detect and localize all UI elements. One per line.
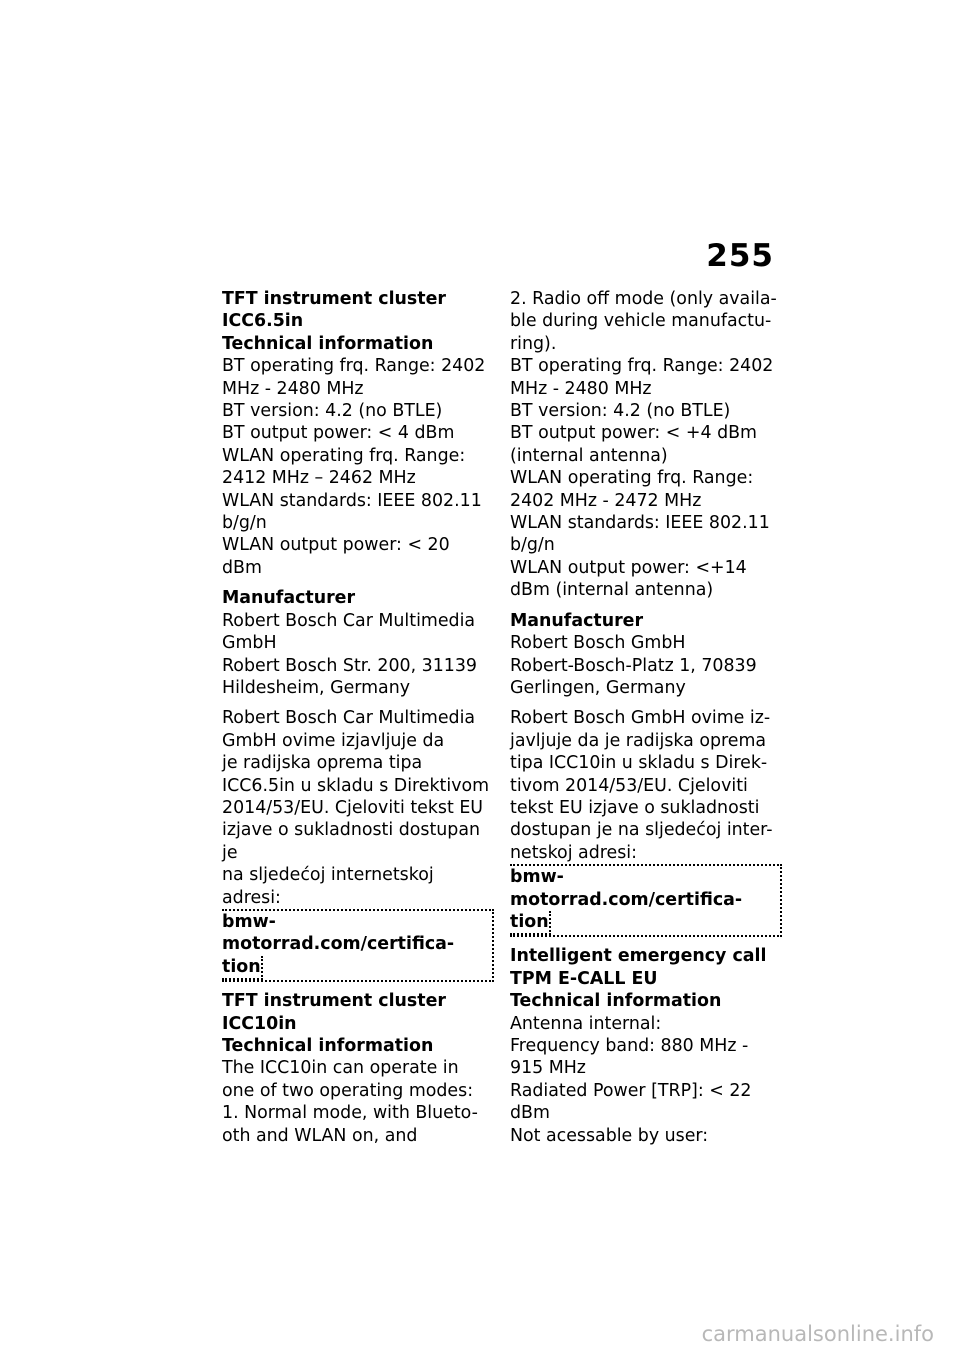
text-line: BT version: 4.2 (no BTLE)	[222, 401, 443, 422]
text-line: MHz - 2480 MHz	[510, 378, 652, 399]
text-line: netskoj adresi:	[510, 842, 637, 863]
text-line: javljuje da je radijska oprema	[510, 730, 767, 751]
text-line: BT version: 4.2 (no BTLE)	[510, 401, 731, 422]
text-line: GmbH	[222, 633, 277, 654]
text-line: BT operating frq. Range: 2402	[222, 356, 486, 377]
certification-link-line1[interactable]: bmw-motorrad.com/certifica-	[222, 911, 455, 955]
text-line: WLAN standards: IEEE 802.11	[510, 513, 770, 534]
right-column	[510, 288, 782, 1147]
text-line: Robert Bosch Car Multimedia	[222, 610, 476, 631]
certification-link-line2[interactable]: tion	[222, 956, 263, 980]
section-subheading: Technical information	[510, 991, 722, 1012]
manufacturer-block	[222, 587, 494, 699]
text-line: 2. Radio off mode (only availa-	[510, 289, 777, 309]
section-heading: TPM E-CALL EU	[510, 968, 658, 989]
declaration-block	[222, 707, 494, 982]
declaration-block	[510, 707, 782, 937]
text-line: BT operating frq. Range: 2402	[510, 356, 774, 377]
text-line: dBm	[222, 557, 262, 578]
text-line: 2014/53/EU. Cjeloviti tekst EU	[222, 797, 484, 818]
text-line: Hildesheim, Germany	[222, 677, 411, 698]
text-line: je radijska oprema tipa	[222, 753, 423, 774]
section-heading: ICC6.5in	[222, 311, 304, 332]
certification-link[interactable]	[510, 864, 782, 937]
text-line: Robert Bosch Car Multimedia	[222, 708, 476, 729]
left-column	[222, 288, 494, 1147]
text-line: The ICC10in can operate in	[222, 1058, 459, 1079]
text-line: izjave o sukladnosti dostupan je	[222, 820, 481, 863]
text-line: Radiated Power [TRP]: < 22	[510, 1080, 752, 1101]
text-line: b/g/n	[222, 513, 267, 534]
section-icc65	[222, 288, 494, 579]
text-line: dBm	[510, 1103, 550, 1124]
section-subheading: Technical information	[222, 1036, 434, 1056]
text-line: WLAN standards: IEEE 802.11	[222, 490, 482, 511]
section-icc10	[222, 990, 494, 1147]
text-line: MHz - 2480 MHz	[222, 378, 364, 399]
manufacturer-block	[510, 610, 782, 700]
text-line: ring).	[510, 333, 557, 354]
text-line: Robert-Bosch-Platz 1, 70839	[510, 655, 757, 676]
text-line: Antenna internal:	[510, 1013, 662, 1034]
text-line: BT output power: < 4 dBm	[222, 423, 455, 444]
text-line: na sljedećoj internetskoj adresi:	[222, 865, 434, 908]
watermark: carmanualsonline.info	[701, 1322, 934, 1346]
certification-link[interactable]	[222, 909, 494, 982]
text-line: one of two operating modes:	[222, 1080, 474, 1101]
section-heading: Intelligent emergency call	[510, 946, 767, 967]
manufacturer-heading: Manufacturer	[222, 588, 356, 609]
section-heading: TFT instrument cluster	[222, 289, 446, 309]
text-line: tivom 2014/53/EU. Cjeloviti	[510, 775, 748, 796]
continuation-block	[510, 288, 782, 602]
text-line: 915 MHz	[510, 1058, 586, 1079]
text-line: b/g/n	[510, 535, 555, 556]
text-line: GmbH ovime izjavljuje da	[222, 730, 445, 751]
manufacturer-heading: Manufacturer	[510, 610, 644, 631]
text-line: Robert Bosch GmbH ovime iz-	[510, 708, 771, 729]
text-line: oth and WLAN on, and	[222, 1125, 418, 1146]
text-line: BT output power: < +4 dBm	[510, 423, 757, 444]
text-line: ICC6.5in u skladu s Direktivom	[222, 775, 490, 796]
page-number: 255	[706, 238, 774, 274]
text-line: WLAN output power: < 20	[222, 535, 450, 556]
text-line: ble during vehicle manufactu-	[510, 311, 772, 332]
certification-link-line2[interactable]: tion	[510, 911, 551, 935]
text-line: Not acessable by user:	[510, 1125, 709, 1146]
section-heading: TFT instrument cluster	[222, 991, 446, 1012]
text-line: Frequency band: 880 MHz -	[510, 1036, 749, 1056]
text-line: WLAN output power: <+14	[510, 557, 747, 578]
text-line: tipa ICC10in u skladu s Direk-	[510, 753, 768, 774]
text-line: Robert Bosch GmbH	[510, 633, 686, 654]
certification-link-line1[interactable]: bmw-motorrad.com/certifica-	[510, 867, 743, 910]
text-line: WLAN operating frq. Range:	[222, 445, 466, 466]
text-line: Robert Bosch Str. 200, 31139	[222, 655, 477, 676]
text-line: 2412 MHz – 2462 MHz	[222, 468, 416, 489]
section-ecall	[510, 945, 782, 1147]
text-line: dBm (internal antenna)	[510, 580, 714, 601]
text-line: WLAN operating frq. Range:	[510, 468, 754, 489]
section-subheading: Technical information	[222, 333, 434, 354]
text-line: 2402 MHz - 2472 MHz	[510, 490, 702, 511]
section-heading: ICC10in	[222, 1013, 297, 1034]
text-line: tekst EU izjave o sukladnosti	[510, 797, 760, 818]
text-line: Gerlingen, Germany	[510, 677, 686, 698]
text-line: dostupan je na sljedećoj inter-	[510, 820, 773, 841]
text-line: (internal antenna)	[510, 445, 668, 466]
text-line: 1. Normal mode, with Blueto-	[222, 1103, 478, 1124]
